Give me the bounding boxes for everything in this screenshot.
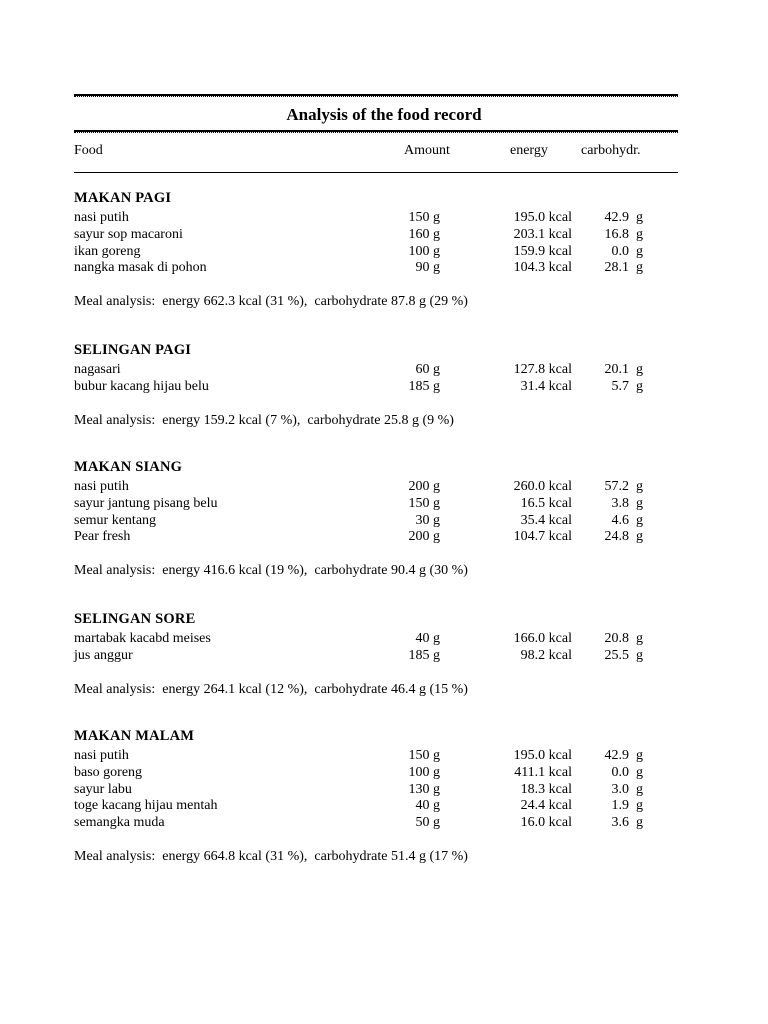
food-carbohydrate: 0.0 g (611, 243, 643, 259)
top-double-rule (74, 94, 678, 96)
food-carbohydrate: 42.9 g (604, 210, 643, 225)
food-energy: 24.4 kcal (520, 798, 572, 814)
meal-analysis: Meal analysis: energy 159.2 kcal (7 %), carbohydrate 25.8 g (9 %) (74, 412, 454, 428)
section-title: MAKAN MALAM (74, 728, 195, 744)
food-carbohydrate: 20.1 g (604, 362, 643, 377)
food-rows (0, 361, 768, 395)
food-carbohydrate: 24.8 g (604, 529, 643, 545)
food-energy: 203.1 kcal (513, 226, 572, 242)
food-energy: 35.4 kcal (520, 512, 572, 528)
section-title: MAKAN PAGI (74, 190, 172, 206)
page-title: Analysis of the food record (286, 105, 482, 124)
food-carbohydrate: 57.2 g (604, 479, 643, 494)
food-row (0, 797, 768, 814)
food-name: sayur jantung pisang belu (74, 495, 218, 511)
food-energy: 104.7 kcal (513, 529, 572, 545)
food-energy: 166.0 kcal (513, 631, 572, 646)
food-name: nasi putih (74, 479, 129, 494)
section-title: MAKAN SIANG (74, 459, 183, 475)
food-name: toge kacang hijau mentah (74, 798, 218, 814)
food-carbohydrate: 42.9 g (604, 748, 643, 763)
food-name: sayur labu (74, 781, 132, 797)
food-row (0, 781, 768, 798)
food-name: nasi putih (74, 748, 129, 763)
food-row (0, 630, 768, 647)
food-energy: 127.8 kcal (513, 362, 572, 377)
food-row (0, 259, 768, 276)
food-row (0, 378, 768, 395)
food-row (0, 814, 768, 831)
food-energy: 195.0 kcal (513, 748, 572, 763)
food-carbohydrate: 3.6 g (611, 815, 643, 831)
food-amount: 100 g (408, 764, 440, 780)
food-row (0, 478, 768, 495)
food-name: sayur sop macaroni (74, 226, 183, 242)
meal-analysis: Meal analysis: energy 264.1 kcal (12 %), carbohydrate 46.4 g (15 %) (74, 681, 468, 697)
food-amount: 185 g (408, 647, 440, 663)
food-amount: 60 g (415, 362, 440, 377)
food-amount: 185 g (408, 378, 440, 394)
food-row (0, 764, 768, 781)
food-carbohydrate: 25.5 g (604, 647, 643, 663)
food-amount: 100 g (408, 243, 440, 259)
food-amount: 130 g (408, 781, 440, 797)
header-carbohydrate: carbohydr. (581, 143, 641, 158)
food-name: nagasari (74, 362, 121, 377)
food-carbohydrate: 3.8 g (611, 495, 643, 511)
food-row (0, 243, 768, 260)
food-row (0, 747, 768, 764)
food-name: martabak kacabd meises (74, 631, 211, 646)
meal-analysis: Meal analysis: energy 416.6 kcal (19 %), carbohydrate 90.4 g (30 %) (74, 563, 468, 579)
header-energy: energy (510, 143, 548, 158)
food-carbohydrate: 3.0 g (611, 781, 643, 797)
food-row (0, 528, 768, 545)
food-rows (0, 747, 768, 831)
food-row (0, 361, 768, 378)
meal-analysis: Meal analysis: energy 664.8 kcal (31 %), carbohydrate 51.4 g (17 %) (74, 849, 468, 864)
food-carbohydrate: 1.9 g (611, 798, 643, 814)
food-name: baso goreng (74, 764, 143, 780)
food-name: jus anggur (74, 647, 133, 663)
food-energy: 98.2 kcal (520, 647, 572, 663)
food-amount: 40 g (415, 798, 440, 814)
food-row (0, 647, 768, 664)
food-energy: 104.3 kcal (513, 260, 572, 276)
food-carbohydrate: 20.8 g (604, 631, 643, 646)
food-amount: 150 g (408, 210, 440, 225)
food-row (0, 226, 768, 243)
food-name: semangka muda (74, 815, 165, 831)
food-rows (0, 209, 768, 276)
food-energy: 18.3 kcal (520, 781, 572, 797)
food-name: nangka masak di pohon (74, 260, 207, 276)
meal-analysis: Meal analysis: energy 662.3 kcal (31 %), carbohydrate 87.8 g (29 %) (74, 294, 468, 310)
food-amount: 90 g (415, 260, 440, 276)
food-amount: 200 g (408, 479, 440, 494)
food-rows (0, 630, 768, 664)
food-energy: 16.0 kcal (520, 815, 572, 831)
food-row (0, 512, 768, 529)
food-row (0, 495, 768, 512)
section-title: SELINGAN SORE (74, 611, 196, 627)
food-name: bubur kacang hijau belu (74, 378, 209, 394)
food-amount: 160 g (408, 226, 440, 242)
header-underline (74, 172, 678, 173)
section-title: SELINGAN PAGI (74, 342, 192, 358)
food-name: ikan goreng (74, 243, 141, 259)
food-energy: 195.0 kcal (513, 210, 572, 225)
food-carbohydrate: 0.0 g (611, 764, 643, 780)
food-row (0, 209, 768, 226)
food-energy: 31.4 kcal (520, 378, 572, 394)
food-energy: 411.1 kcal (514, 764, 572, 780)
food-carbohydrate: 4.6 g (611, 512, 643, 528)
food-rows (0, 478, 768, 545)
header-food: Food (74, 143, 103, 158)
food-name: nasi putih (74, 210, 129, 225)
food-name: semur kentang (74, 512, 157, 528)
food-carbohydrate: 16.8 g (604, 226, 643, 242)
food-amount: 30 g (415, 512, 440, 528)
food-carbohydrate: 5.7 g (611, 378, 643, 394)
food-name: Pear fresh (74, 529, 131, 545)
header-amount: Amount (404, 143, 450, 158)
food-amount: 40 g (415, 631, 440, 646)
food-energy: 260.0 kcal (513, 479, 572, 494)
food-amount: 200 g (408, 529, 440, 545)
food-amount: 50 g (415, 815, 440, 831)
food-amount: 150 g (408, 495, 440, 511)
title-double-rule (74, 130, 678, 132)
food-energy: 159.9 kcal (513, 243, 572, 259)
food-energy: 16.5 kcal (520, 495, 572, 511)
food-amount: 150 g (408, 748, 440, 763)
food-carbohydrate: 28.1 g (604, 260, 643, 276)
